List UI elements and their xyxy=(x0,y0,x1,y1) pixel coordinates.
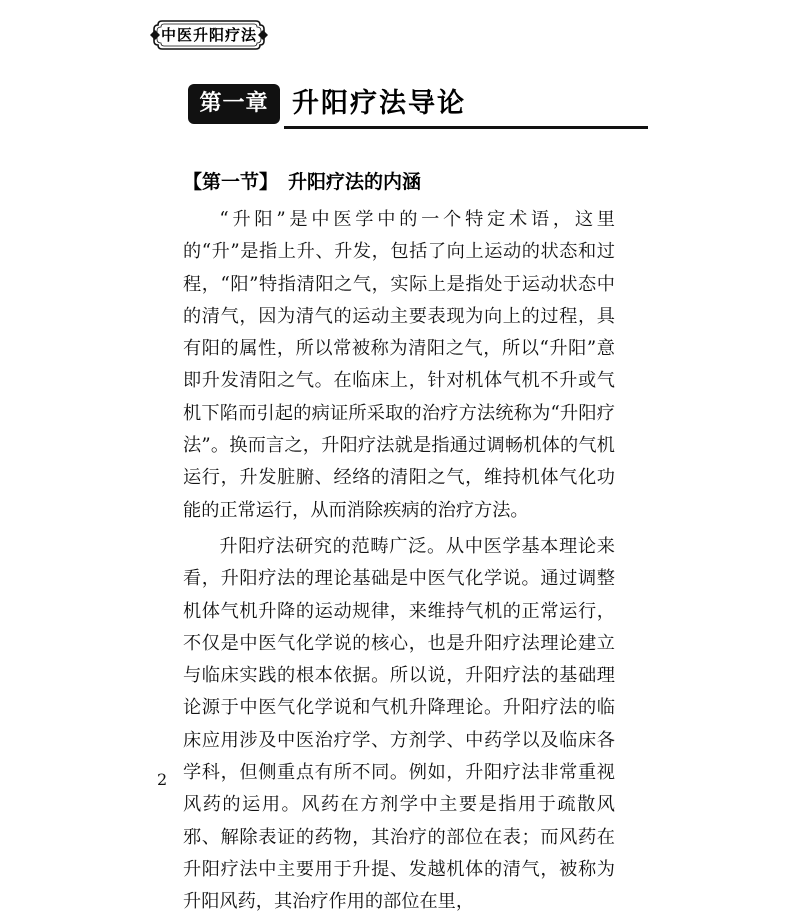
running-header-badge xyxy=(148,18,270,52)
section-heading xyxy=(183,168,421,196)
chapter-title: 升阳疗法导论 xyxy=(292,88,466,119)
section-label: 第一节 xyxy=(202,171,260,193)
page-number: 2 xyxy=(157,770,168,789)
body-text xyxy=(183,204,615,921)
body-paragraph: 升阳疗法研究的范畴广泛。从中医学基本理论来看，升阳疗法的理论基础是中医气化学说。通过调整机体气机升降的运动规律，来维持气机的正常运行，不仅是中医气化学说的核心，也是升阳疗法理论建立与临床实践的根本依据。所以说，升阳疗法的基础理论源于中医气化学说和气机升降理论。升阳疗法的临床应用涉及中医治疗学、方剂学、中药学以及临床各学科，但侧重点有所不同。例如，升阳疗法非常重视风药的运用。风药在方剂学中主要是指用于疏散风邪、解除表证的药物，其治疗的部位在表；而风药在升阳疗法中主要用于升提、发越机体的清气，被称为升阳风药，其治疗作用的部位在里， xyxy=(183,535,615,913)
chapter-underline xyxy=(284,126,648,129)
chapter-heading xyxy=(188,82,648,130)
chapter-label: 第一章 xyxy=(188,84,280,124)
body-paragraph: “升阳”是中医学中的一个特定术语，这里的“升”是指上升、升发，包括了向上运动的状态和过程，“阳”特指清阳之气，实际上是指处于运动状态中的清气，因为清气的运动主要表现为向上的过程，具有阳的属性，所以常被称为清阳之气，所以“升阳”意即升发清阳之气。在临床上，针对机体气机不升或气机下陷而引起的病证所采取的治疗方法统称为“升阳疗法”。换而言之，升阳疗法就是指通过调畅机体的气机运行，升发脏腑、经络的清阳之气，维持机体气化功能的正常运行，从而消除疾病的治疗方法。 xyxy=(183,209,615,521)
section-title: 升阳疗法的内涵 xyxy=(288,171,422,193)
section-bracket-open: 【 xyxy=(183,171,203,193)
running-title: 中医升阳疗法 xyxy=(160,26,257,44)
section-bracket-close: 】 xyxy=(259,171,279,193)
